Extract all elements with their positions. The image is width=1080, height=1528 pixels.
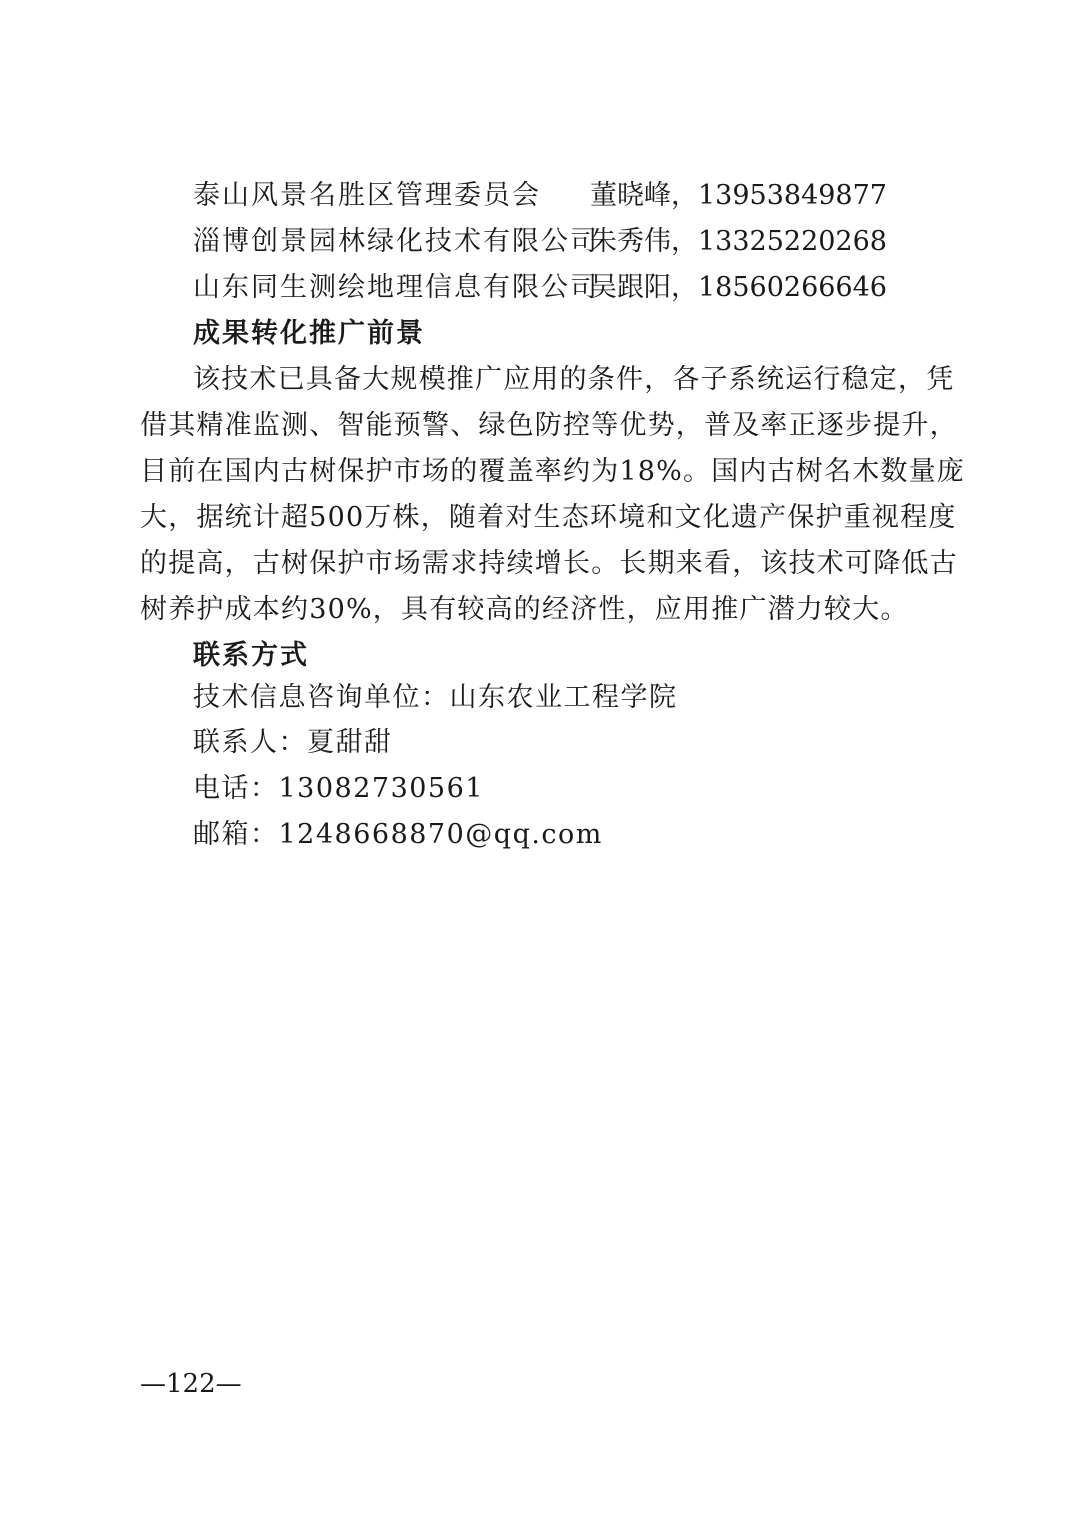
contact-phone: 电话：13082730561: [193, 773, 484, 804]
organization-contact: 朱秀伟，13325220268: [590, 226, 887, 257]
contact-unit: 技术信息咨询单位：山东农业工程学院: [193, 682, 678, 713]
organization-name: 山东同生测绘地理信息有限公司: [193, 272, 599, 303]
contact-heading: 联系方式: [193, 640, 309, 671]
contact-email: 邮箱：1248668870@qq.com: [193, 819, 603, 850]
organization-contact: 董晓峰，13953849877: [590, 180, 887, 211]
paragraph-line: 借其精准监测、智能预警、绿色防控等优势，普及率正逐步提升，: [140, 410, 958, 441]
contact-person: 联系人：夏甜甜: [193, 727, 393, 758]
organization-name: 泰山风景名胜区管理委员会: [193, 180, 541, 211]
paragraph-line: 目前在国内古树保护市场的覆盖率约为18%。国内古树名木数量庞: [140, 456, 966, 487]
page-number: —122—: [140, 1369, 242, 1399]
paragraph-line: 的提高，古树保护市场需求持续增长。长期来看，该技术可降低古: [140, 548, 958, 579]
paragraph-line: 树养护成本约30%，具有较高的经济性，应用推广潜力较大。: [140, 594, 909, 625]
organization-contact: 吴跟阳，18560266646: [590, 272, 887, 303]
organization-name: 淄博创景园林绿化技术有限公司: [193, 226, 599, 257]
paragraph-line: 大，据统计超500万株，随着对生态环境和文化遗产保护重视程度: [140, 502, 957, 533]
paragraph-line: 该技术已具备大规模推广应用的条件，各子系统运行稳定，凭: [193, 364, 955, 395]
prospects-heading: 成果转化推广前景: [193, 318, 425, 349]
